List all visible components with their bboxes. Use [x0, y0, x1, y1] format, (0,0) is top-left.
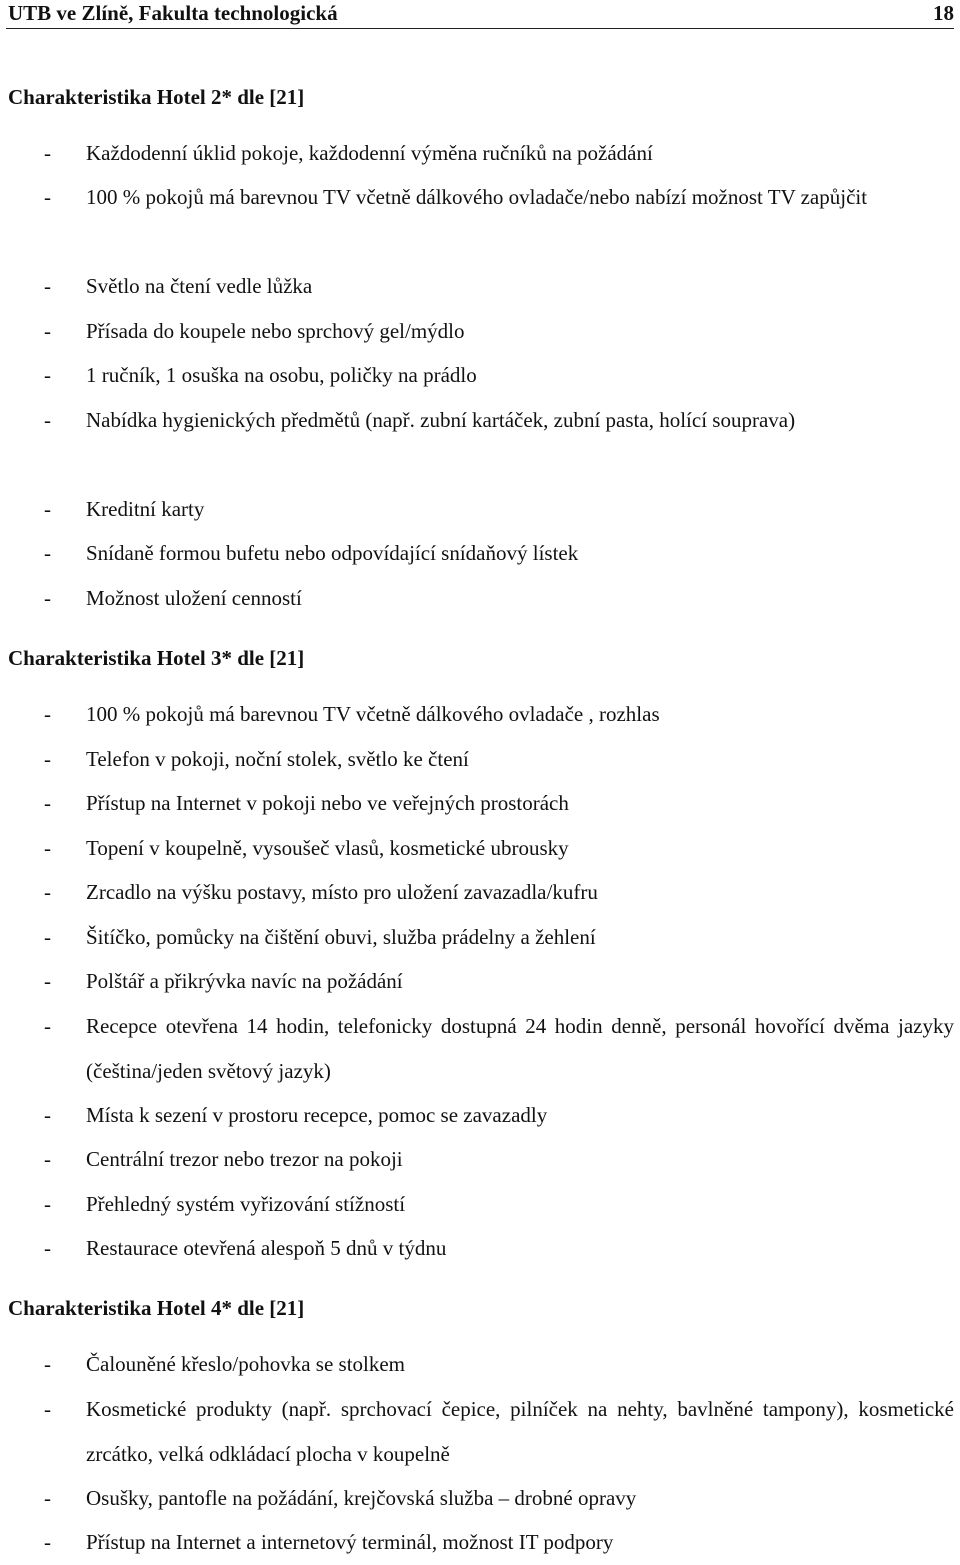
list-item-text: Topení v koupelně, vysoušeč vlasů, kosmetické ubrousky: [86, 836, 569, 860]
list-item-text: Šitíčko, pomůcky na čištění obuvi, služba prádelny a žehlení: [86, 925, 596, 949]
list-item-text: Každodenní úklid pokoje, každodenní výměna ručníků na požádání: [86, 141, 653, 165]
list-dash: -: [44, 1352, 51, 1376]
list-dash: -: [44, 702, 51, 726]
list-dash: -: [44, 363, 51, 387]
list-dash: -: [44, 497, 51, 521]
list-dash: -: [44, 1192, 51, 1216]
header-title: UTB ve Zlíně, Fakulta technologická: [8, 1, 338, 25]
list-dash: -: [44, 274, 51, 298]
list-dash: -: [44, 880, 51, 904]
list-item-text: Centrální trezor nebo trezor na pokoji: [86, 1147, 403, 1171]
list-dash: -: [44, 185, 51, 209]
list-item-text: Přístup na Internet a internetový terminál, možnost IT podpory: [86, 1530, 614, 1554]
list-dash: -: [44, 1397, 51, 1421]
list-dash: -: [44, 408, 51, 432]
list-item-text: Osušky, pantofle na požádání, krejčovská služba – drobné opravy: [86, 1486, 637, 1510]
list-item-text: Kreditní karty: [86, 497, 205, 521]
list-dash: -: [44, 141, 51, 165]
page-header: [0, 0, 960, 30]
list-dash: -: [44, 925, 51, 949]
list-item-text: Světlo na čtení vedle lůžka: [86, 274, 313, 298]
list-item-text: Kosmetické produkty (např. sprchovací čepice, pilníček na nehty, bavlněné tampony), kosmetické zrcátko, velká odkládací plocha v koupelně: [86, 1397, 954, 1466]
list-dash: -: [44, 1014, 51, 1038]
list-item-text: Polštář a přikrývka navíc na požádání: [86, 969, 403, 993]
list-item-text: Restaurace otevřená alespoň 5 dnů v týdnu: [86, 1236, 447, 1260]
list-dash: -: [44, 1147, 51, 1171]
list-dash: -: [44, 836, 51, 860]
list-item-text: Nabídka hygienických předmětů (např. zubní kartáček, zubní pasta, holící souprava): [86, 408, 796, 432]
list-item-text: Přehledný systém vyřizování stížností: [86, 1192, 406, 1216]
page-number: 18: [933, 1, 954, 25]
list-dash: -: [44, 791, 51, 815]
list-item-text: Místa k sezení v prostoru recepce, pomoc se zavazadly: [86, 1103, 548, 1127]
list-item-text: 100 % pokojů má barevnou TV včetně dálkového ovladače/nebo nabízí možnost TV zapůjčit: [86, 185, 868, 209]
list-item-text: Snídaně formou bufetu nebo odpovídající snídaňový lístek: [86, 541, 579, 565]
list-dash: -: [44, 541, 51, 565]
list-dash: -: [44, 1236, 51, 1260]
list-item-text: Možnost uložení cenností: [86, 586, 302, 610]
list-item-text: Přísada do koupele nebo sprchový gel/mýdlo: [86, 319, 465, 343]
list-dash: -: [44, 1530, 51, 1554]
header-rule: [6, 28, 954, 29]
list-dash: -: [44, 747, 51, 771]
section-title-hotel-3: Charakteristika Hotel 3* dle [21]: [8, 646, 305, 670]
list-dash: -: [44, 319, 51, 343]
list-dash: -: [44, 969, 51, 993]
section-title-hotel-4: Charakteristika Hotel 4* dle [21]: [8, 1296, 305, 1320]
list-item-text: Přístup na Internet v pokoji nebo ve veřejných prostorách: [86, 791, 569, 815]
section-title-hotel-2: Charakteristika Hotel 2* dle [21]: [8, 85, 305, 109]
list-item-text: Zrcadlo na výšku postavy, místo pro uložení zavazadla/kufru: [86, 880, 598, 904]
list-dash: -: [44, 1103, 51, 1127]
list-item-text: 1 ručník, 1 osuška na osobu, poličky na prádlo: [86, 363, 477, 387]
list-item-text: Čalouněné křeslo/pohovka se stolkem: [86, 1352, 406, 1376]
list-item-text: 100 % pokojů má barevnou TV včetně dálkového ovladače , rozhlas: [86, 702, 660, 726]
list-item-text: Recepce otevřena 14 hodin, telefonicky dostupná 24 hodin denně, personál hovořící dvěma jazyky (čeština/jeden světový jazyk): [86, 1014, 954, 1083]
list-dash: -: [44, 1486, 51, 1510]
list-dash: -: [44, 586, 51, 610]
list-item-text: Telefon v pokoji, noční stolek, světlo ke čtení: [86, 747, 469, 771]
